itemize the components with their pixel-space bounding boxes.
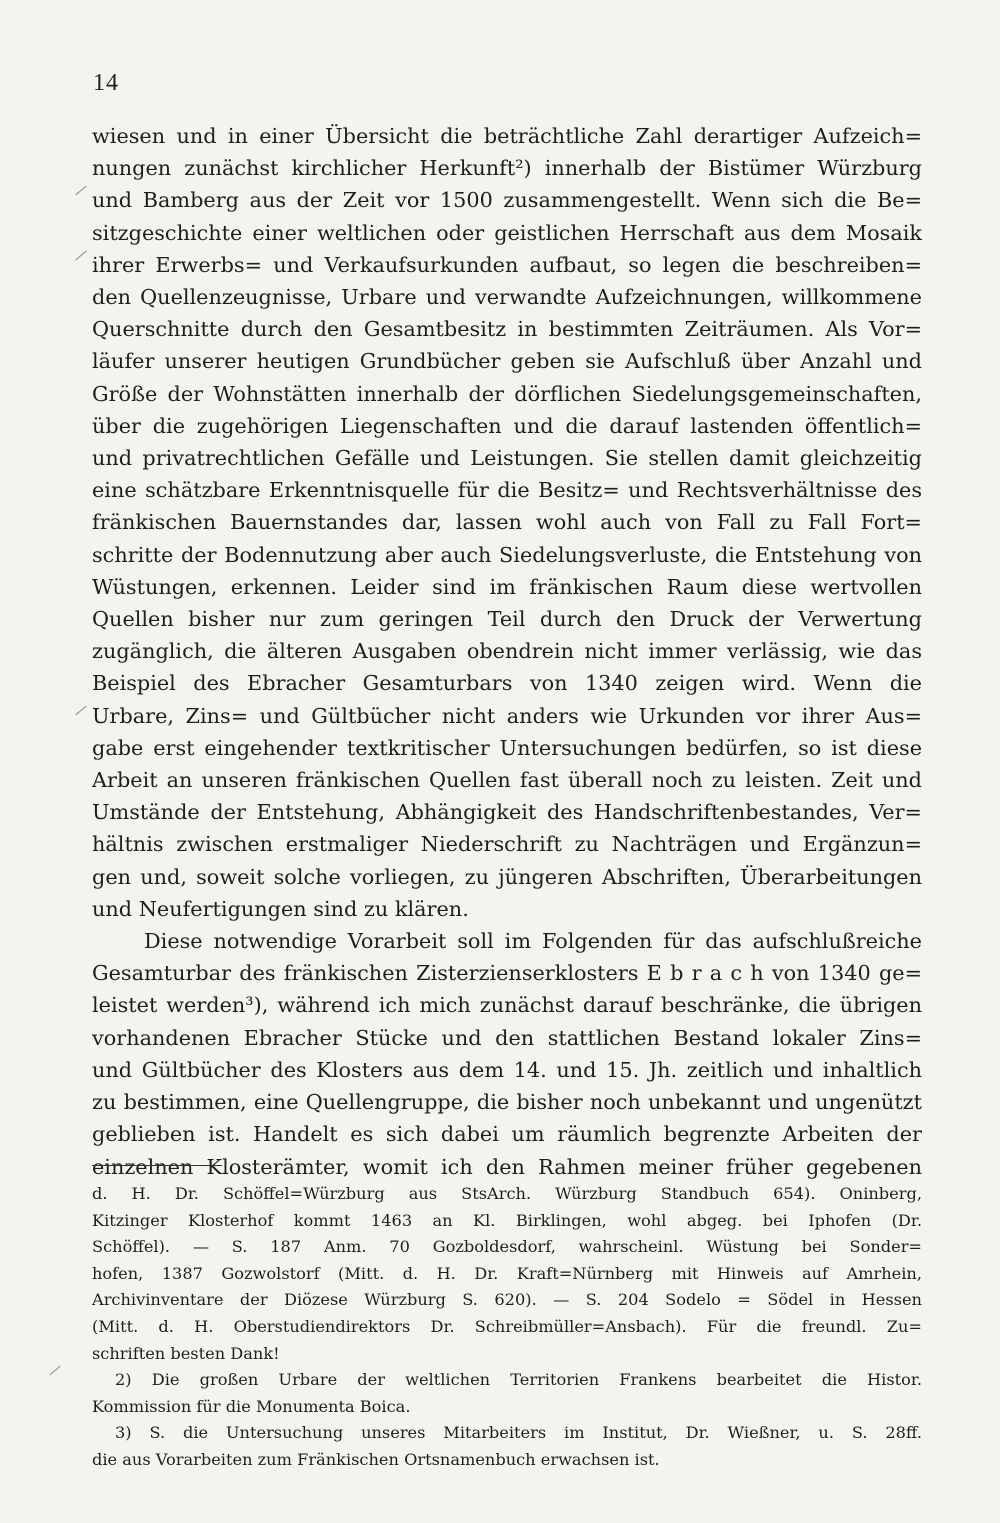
body-line: wiesen und in einer Übersicht die beträchtliche Zahl derartiger Aufzeich= (92, 124, 922, 148)
body-line: Urbare, Zins= und Gültbücher nicht anders wie Urkunden vor ihrer Aus= (92, 703, 922, 728)
footnote-line: Schöffel). — S. 187 Anm. 70 Gozboldesdorf, wahrscheinl. Wüstung bei Sonder= (92, 1237, 922, 1257)
footnote-line: d. H. Dr. Schöffel=Würzburg aus StsArch. Würzburg Standbuch 654). Oninberg, (92, 1184, 922, 1203)
page-number: 14 (93, 70, 119, 96)
footnote-line: Kitzinger Klosterhof kommt 1463 an Kl. Birklingen, wohl abgeg. bei Iphofen (Dr. (92, 1210, 922, 1230)
body-line: gen und, soweit solche vorliegen, zu jüngeren Abschriften, Überarbeitungen (92, 864, 922, 889)
footnotes (92, 1181, 922, 1474)
body-line: sitzgeschichte einer weltlichen oder geistlichen Herrschaft aus dem Mosaik (92, 220, 922, 245)
body-line: zu bestimmen, eine Quellengruppe, die bisher noch unbekannt und ungenützt (92, 1090, 922, 1115)
footnote-line: 3) S. die Untersuchung unseres Mitarbeiters im Institut, Dr. Wießner, u. S. 28ff. (115, 1423, 922, 1443)
footnote-line: Kommission für die Monumenta Boica. (92, 1396, 411, 1416)
body-line: Quellen bisher nur zum geringen Teil durch den Druck der Verwertung (92, 607, 922, 632)
body-line: den Quellenzeugnisse, Urbare und verwandte Aufzeichnungen, willkommene (92, 285, 922, 310)
margin-pencil-mark (75, 251, 86, 261)
body-line: Gesamturbar des fränkischen Zisterzienserklosters E b r a c h von 1340 ge= (92, 961, 922, 986)
body-line: Diese notwendige Vorarbeit soll im Folgenden für das aufschlußreiche (144, 929, 922, 954)
body-line: Arbeit an unseren fränkischen Quellen fast überall noch zu leisten. Zeit und (92, 768, 922, 793)
body-line: Umstände der Entstehung, Abhängigkeit des Handschriftenbestandes, Ver= (92, 800, 922, 825)
body-line: gabe erst eingehender textkritischer Untersuchungen bedürfen, so ist diese (92, 735, 922, 760)
body-line: hältnis zwischen erstmaliger Niederschrift zu Nachträgen und Ergänzun= (92, 832, 922, 857)
body-line: und Gültbücher des Klosters aus dem 14. und 15. Jh. zeitlich und inhaltlich (92, 1057, 922, 1082)
margin-pencil-mark (75, 706, 86, 716)
body-line: zugänglich, die älteren Ausgaben obendrein nicht immer verlässig, wie das (92, 639, 922, 664)
margin-pencil-mark (75, 186, 86, 196)
body-line: läufer unserer heutigen Grundbücher geben sie Aufschluß über Anzahl und (92, 349, 922, 374)
margin-pencil-mark (49, 1366, 60, 1376)
footnote-line: (Mitt. d. H. Oberstudiendirektors Dr. Schreibmüller=Ansbach). Für die freundl. Zu= (92, 1316, 922, 1336)
body-line: Wüstungen, erkennen. Leider sind im fränkischen Raum diese wertvollen (92, 574, 922, 599)
body-line: nungen zunächst kirchlicher Herkunft²) innerhalb der Bistümer Würzburg (92, 156, 922, 181)
footnote-line: Archivinventare der Diözese Würzburg S. 620). — S. 204 Sodelo = Södel in Hessen (92, 1290, 922, 1310)
body-line: und privatrechtlichen Gefälle und Leistungen. Sie stellen damit gleichzeitig (92, 446, 922, 471)
body-line: geblieben ist. Handelt es sich dabei um räumlich begrenzte Arbeiten der (92, 1122, 922, 1147)
body-line: Querschnitte durch den Gesamtbesitz in bestimmten Zeiträumen. Als Vor= (92, 317, 922, 342)
footnote-line: die aus Vorarbeiten zum Fränkischen Ortsnamenbuch erwachsen ist. (92, 1449, 660, 1469)
body-line: schritte der Bodennutzung aber auch Siedelungsverluste, die Entstehung von (92, 542, 922, 567)
body-line: Beispiel des Ebracher Gesamturbars von 1340 zeigen wird. Wenn die (92, 671, 922, 696)
body-line: leistet werden³), während ich mich zunächst darauf beschränke, die übrigen (92, 993, 922, 1018)
body-line: einzelnen Klosterämter, womit ich den Rahmen meiner früher gegebenen (92, 1154, 922, 1179)
footnote-line: hofen, 1387 Gozwolstorf (Mitt. d. H. Dr. Kraft=Nürnberg mit Hinweis auf Amrhein, (92, 1263, 922, 1283)
body-line: vorhandenen Ebracher Stücke und den stattlichen Bestand lokaler Zins= (92, 1025, 922, 1050)
body-line: eine schätzbare Erkenntnisquelle für die Besitz= und Rechtsverhältnisse des (92, 478, 922, 503)
body-text (92, 120, 922, 1183)
footnote-separator (92, 1165, 222, 1166)
body-line: fränkischen Bauernstandes dar, lassen wohl auch von Fall zu Fall Fort= (92, 510, 922, 535)
footnote-line: schriften besten Dank! (92, 1343, 280, 1363)
body-line: und Neufertigungen sind zu klären. (92, 896, 469, 921)
body-line: Größe der Wohnstätten innerhalb der dörflichen Siedelungsgemeinschaften, (92, 381, 922, 406)
body-line: und Bamberg aus der Zeit vor 1500 zusammengestellt. Wenn sich die Be= (92, 188, 922, 213)
footnote-line: 2) Die großen Urbare der weltlichen Territorien Frankens bearbeitet die Histor. (115, 1370, 922, 1390)
body-line: ihrer Erwerbs= und Verkaufsurkunden aufbaut, so legen die beschreiben= (92, 252, 922, 277)
body-line: über die zugehörigen Liegenschaften und die darauf lastenden öffentlich= (92, 413, 922, 438)
